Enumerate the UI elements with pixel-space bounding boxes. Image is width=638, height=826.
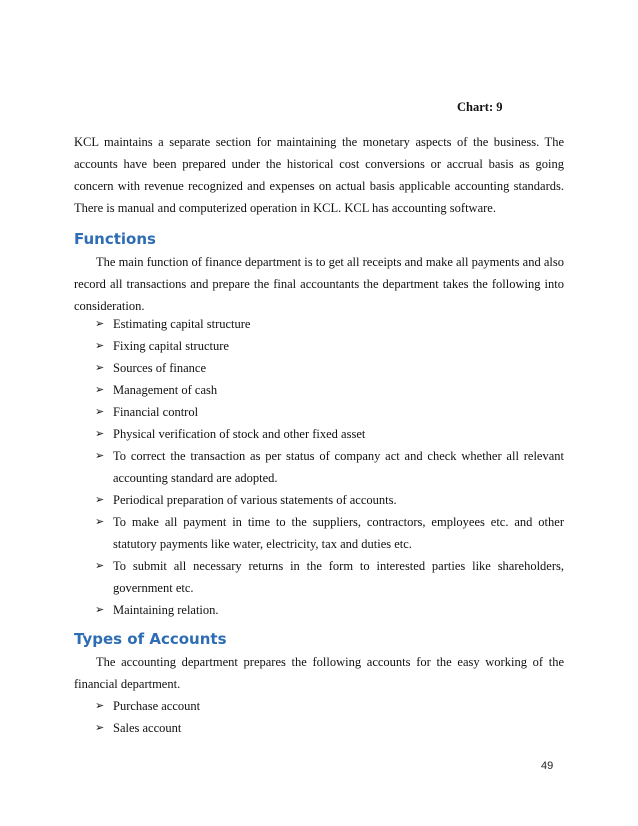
list-item: ➢ Financial control	[95, 401, 564, 423]
accounts-list	[95, 695, 564, 739]
arrow-bullet-icon: ➢	[95, 721, 105, 734]
list-item: ➢ Management of cash	[95, 379, 564, 401]
arrow-bullet-icon: ➢	[95, 339, 105, 352]
chart-label: Chart: 9	[457, 100, 503, 114]
functions-list	[95, 313, 564, 621]
arrow-bullet-icon: ➢	[95, 493, 105, 506]
arrow-bullet-icon: ➢	[95, 559, 105, 572]
list-item: ➢ Sources of finance	[95, 357, 564, 379]
arrow-bullet-icon: ➢	[95, 699, 105, 712]
arrow-bullet-icon: ➢	[95, 405, 105, 418]
arrow-bullet-icon: ➢	[95, 427, 105, 440]
arrow-bullet-icon: ➢	[95, 515, 105, 528]
list-item: ➢ To submit all necessary returns in the form to interested parties like shareholders, government etc.	[95, 555, 564, 599]
list-item: ➢ Sales account	[95, 717, 564, 739]
arrow-bullet-icon: ➢	[95, 361, 105, 374]
list-item: ➢ Periodical preparation of various statements of accounts.	[95, 489, 564, 511]
arrow-bullet-icon: ➢	[95, 603, 105, 616]
page-number: 49	[541, 760, 554, 772]
arrow-bullet-icon: ➢	[95, 317, 105, 330]
list-item: ➢ To correct the transaction as per status of company act and check whether all relevant accounting standard are adopted.	[95, 445, 564, 489]
list-item: ➢ To make all payment in time to the suppliers, contractors, employees etc. and other statutory payments like water, electricity, tax and duties etc.	[95, 511, 564, 555]
functions-heading: Functions	[74, 230, 156, 248]
intro-paragraph: KCL maintains a separate section for maintaining the monetary aspects of the business. The accounts have been prepared under the historical cost conversions or accrual basis as going concern with revenue recognized and expenses on actual basis applicable accounting standards. There is manual and computerized operation in KCL. KCL has accounting software.	[74, 135, 564, 215]
arrow-bullet-icon: ➢	[95, 449, 105, 462]
types-of-accounts-heading: Types of Accounts	[74, 630, 227, 648]
functions-paragraph: The main function of finance department is to get all receipts and make all payments and also record all transactions and prepare the final accountants the department takes the following into consideration.	[74, 255, 564, 313]
list-item: ➢ Fixing capital structure	[95, 335, 564, 357]
arrow-bullet-icon: ➢	[95, 383, 105, 396]
list-item: ➢ Estimating capital structure	[95, 313, 564, 335]
types-of-accounts-paragraph: The accounting department prepares the following accounts for the easy working of the financial department.	[74, 655, 564, 691]
list-item: ➢ Physical verification of stock and other fixed asset	[95, 423, 564, 445]
list-item: ➢ Maintaining relation.	[95, 599, 564, 621]
list-item: ➢ Purchase account	[95, 695, 564, 717]
